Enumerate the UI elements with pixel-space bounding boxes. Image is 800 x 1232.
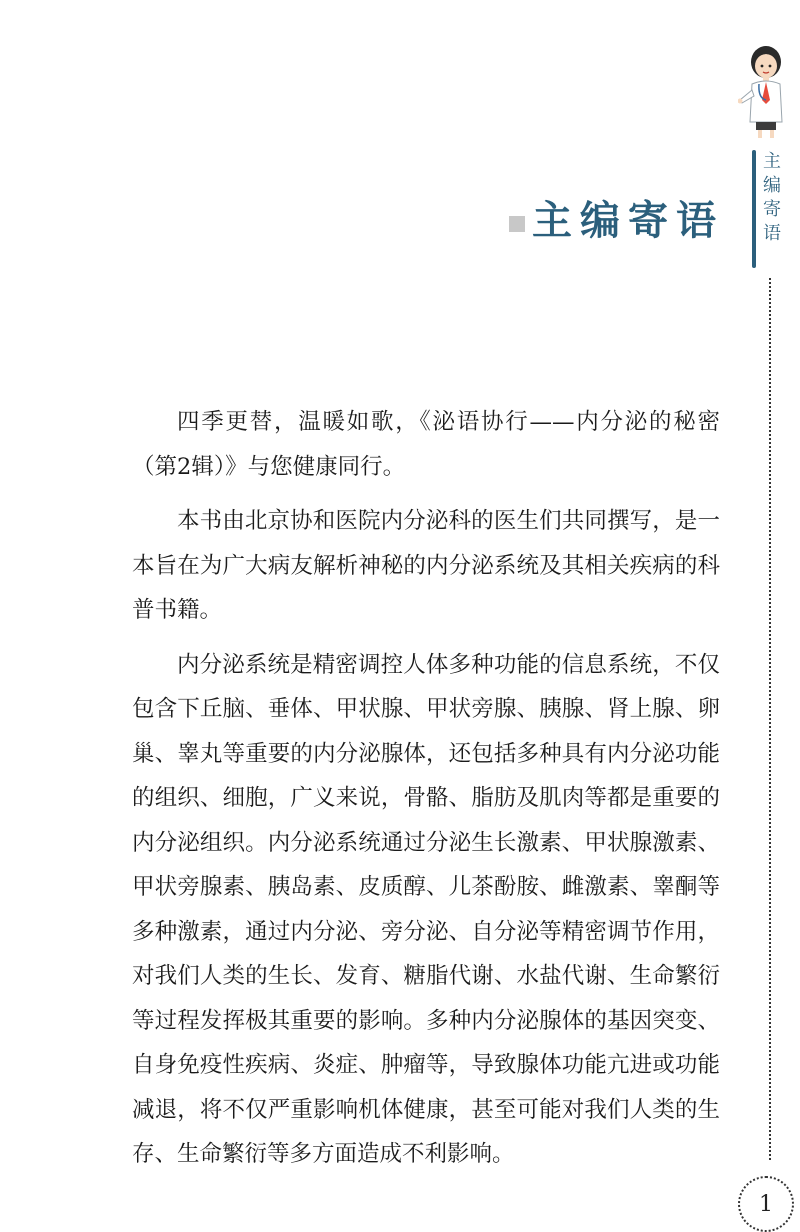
paragraph: 本书由北京协和医院内分泌科的医生们共同撰写，是一本旨在为广大病友解析神秘的内分泌系统及其相关疾病的科普书籍。 <box>132 508 720 623</box>
page-title: 主编寄语 <box>532 198 724 244</box>
side-tab-bar <box>752 150 756 268</box>
paragraph: 四季更替，温暖如歌，《泌语协行——内分泌的秘密（第2辑）》与您健康同行。 <box>132 409 720 480</box>
side-tab-char: 编 <box>763 175 781 196</box>
doctor-illustration <box>738 40 794 140</box>
dotted-divider <box>769 278 771 1160</box>
side-tab-char: 语 <box>763 223 781 244</box>
chapter-side-tab <box>752 150 792 270</box>
paragraph: 内分泌系统是精密调控人体多种功能的信息系统，不仅包含下丘脑、垂体、甲状腺、甲状旁腺、胰腺、肾上腺、卵巢、睾丸等重要的内分泌腺体，还包括多种具有内分泌功能的组织、细胞，广义来说，骨骼、脂肪及肌肉等都是重要的内分泌组织。内分泌系统通过分泌生长激素、甲状腺激素、甲状旁腺素、胰岛素、皮质醇、儿茶酚胺、雌激素、睾酮等多种激素，通过内分泌、旁分泌、自分泌等精密调节作用，对我们人类的生长、发育、糖脂代谢、水盐代谢、生命繁衍等过程发挥极其重要的影响。多种内分泌腺体的基因突变、自身免疫性疾病、炎症、肿瘤等，导致腺体功能亢进或功能减退，将不仅严重影响机体健康，甚至可能对我们人类的生存、生命繁衍等多方面造成不利影响。 <box>132 651 720 1167</box>
side-tab-char: 寄 <box>763 199 781 220</box>
page-number-badge <box>738 1176 794 1232</box>
side-tab-char: 主 <box>763 151 781 172</box>
page-number: 1 <box>759 1192 773 1217</box>
body-text <box>132 400 720 1187</box>
title-square-marker <box>509 216 525 232</box>
side-tab-label <box>760 150 784 246</box>
